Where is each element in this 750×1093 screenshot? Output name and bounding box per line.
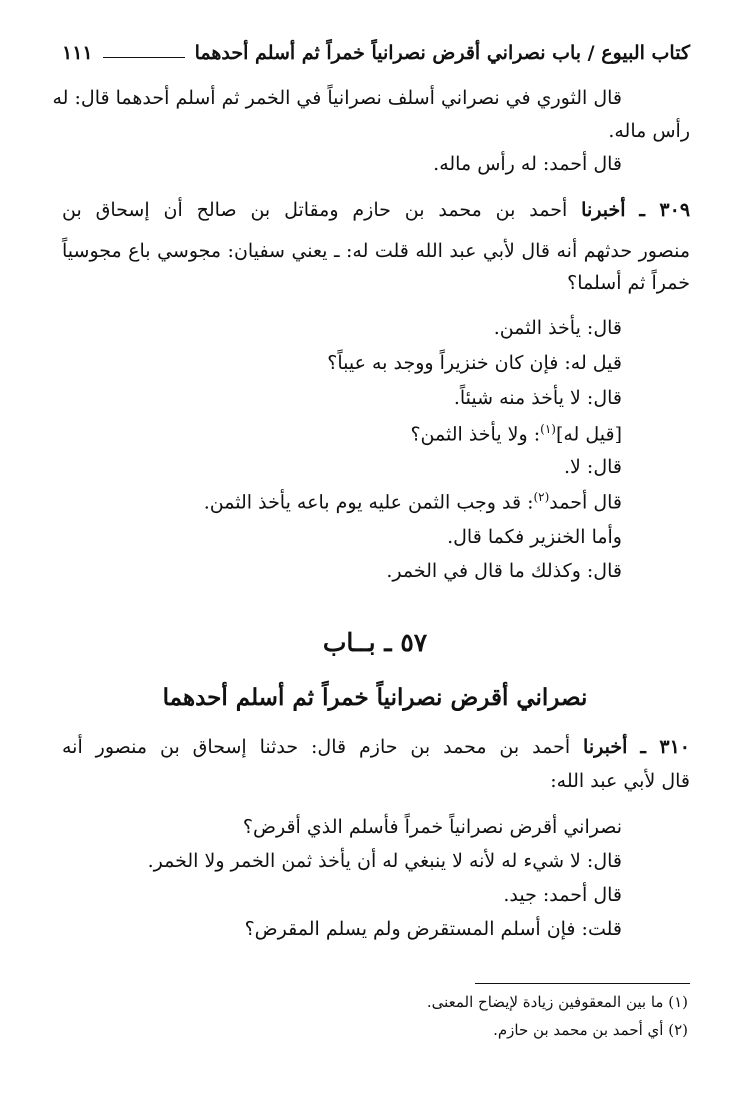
dialogue-line bbox=[410, 422, 622, 446]
dialogue-line: قال: وكذلك ما قال في الخمر. bbox=[386, 560, 622, 582]
paragraph-line: قال لأبي عبد الله: bbox=[550, 770, 690, 792]
chapter-number: ٥٧ ـ بــاب bbox=[322, 628, 428, 657]
footnote-ref: (١) bbox=[540, 422, 556, 436]
hadith-keyword: أخبرنا bbox=[583, 736, 628, 758]
bracket-insert: [قيل له] bbox=[555, 423, 622, 446]
dialogue-speaker: قال أحمد bbox=[549, 491, 622, 514]
hadith-text: أحمد بن محمد بن حازم ومقاتل بن صالح أن إسحاق بن bbox=[62, 199, 568, 221]
chapter-title: نصراني أقرض نصرانياً خمراً ثم أسلم أحدهما bbox=[162, 684, 588, 711]
dialogue-text: : ولا يأخذ الثمن؟ bbox=[410, 423, 541, 446]
footnote-ref: (٢) bbox=[533, 490, 550, 504]
paragraph-line: رأس ماله. bbox=[608, 120, 690, 142]
hadith-text: أحمد بن محمد بن حازم قال: حدثنا إسحاق بن منصور أنه bbox=[62, 736, 571, 758]
dialogue-line: وأما الخنزير فكما قال. bbox=[447, 526, 622, 548]
dialogue-line: نصراني أقرض نصرانياً خمراً فأسلم الذي أقرض؟ bbox=[242, 816, 622, 838]
running-header bbox=[62, 38, 690, 68]
page-number: ١١١ bbox=[62, 42, 93, 64]
paragraph-line: قال الثوري في نصراني أسلف نصرانياً في الخمر ثم أسلم أحدهما قال: له bbox=[52, 87, 622, 109]
dialogue-line: قال: لا. bbox=[564, 456, 622, 478]
dialogue-text: : قد وجب الثمن عليه يوم باعه يأخذ الثمن. bbox=[203, 491, 534, 514]
hadith-number: ٣١٠ ـ bbox=[640, 736, 691, 758]
dialogue-line: قال: يأخذ الثمن. bbox=[493, 317, 622, 339]
dialogue-line: قال أحمد: جيد. bbox=[503, 884, 622, 906]
paragraph-line: منصور حدثهم أنه قال لأبي عبد الله قلت له: ـ يعني سفيان: مجوسي باع مجوسياً bbox=[62, 240, 690, 262]
dialogue-line bbox=[204, 490, 622, 514]
hadith-309-line-1 bbox=[62, 199, 690, 222]
dialogue-line: قلت: فإن أسلم المستقرض ولم يسلم المقرض؟ bbox=[244, 918, 622, 940]
hadith-keyword: أخبرنا bbox=[581, 199, 626, 221]
paragraph-line: قال أحمد: له رأس ماله. bbox=[433, 153, 622, 175]
hadith-310-line-1 bbox=[62, 736, 690, 759]
footnote-2: (٢) أي أحمد بن محمد بن حازم. bbox=[493, 1021, 688, 1039]
footnote-divider bbox=[475, 983, 690, 984]
dialogue-line: قال: لا شيء له لأنه لا ينبغي له أن يأخذ ثمن الخمر ولا الخمر. bbox=[147, 850, 622, 872]
footnote-1: (١) ما بين المعقوفين زيادة لإيضاح المعنى. bbox=[426, 993, 688, 1011]
paragraph-line: خمراً ثم أسلما؟ bbox=[567, 272, 690, 294]
hadith-number: ٣٠٩ ـ bbox=[639, 199, 691, 221]
header-title: كتاب البيوع / باب نصراني أقرض نصرانياً خمراً ثم أسلم أحدهما bbox=[194, 42, 690, 64]
dialogue-line: قال: لا يأخذ منه شيئاً. bbox=[453, 387, 622, 409]
dialogue-line: قيل له: فإن كان خنزيراً ووجد به عيباً؟ bbox=[327, 352, 622, 374]
header-rule bbox=[103, 57, 185, 58]
